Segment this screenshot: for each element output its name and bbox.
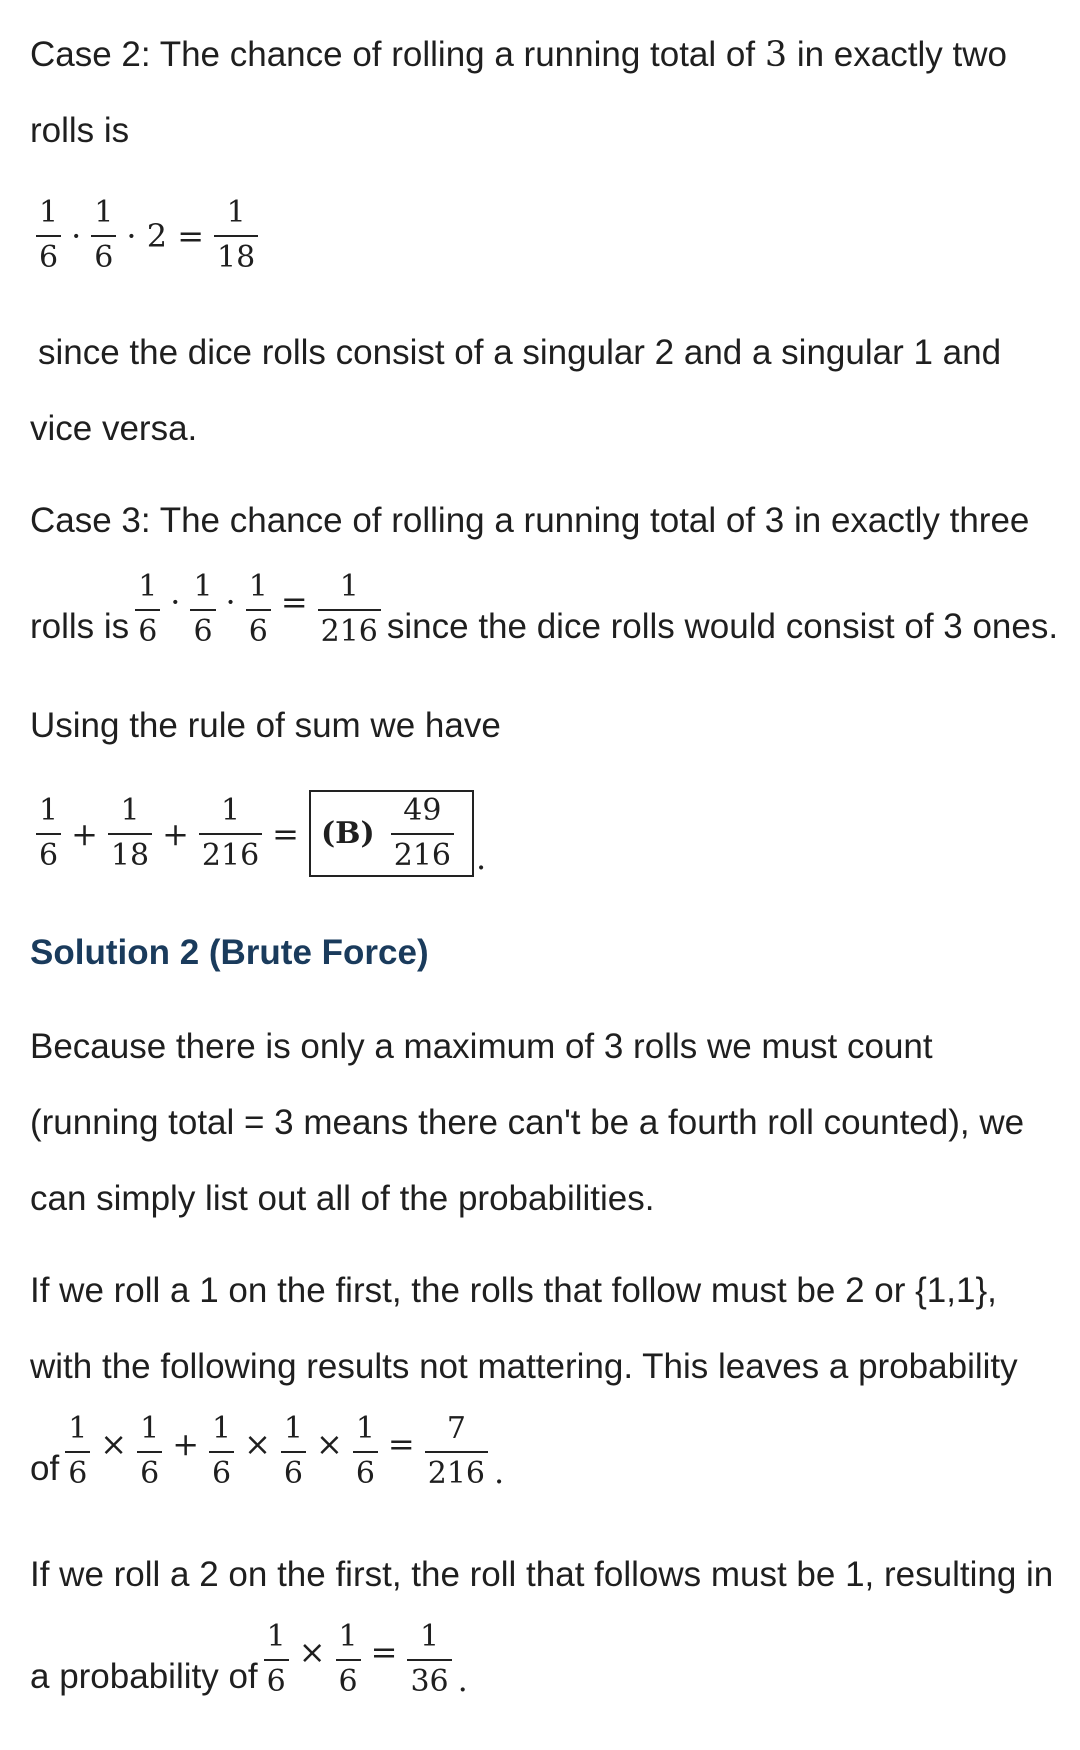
answer-choice: (B)	[320, 816, 375, 851]
operator: ×	[316, 1425, 343, 1463]
numerator: 1	[339, 569, 359, 604]
case3-equation-line	[30, 570, 1058, 649]
denominator: 6	[68, 1455, 88, 1491]
fraction	[336, 1620, 361, 1699]
fraction	[65, 1412, 90, 1491]
denominator: 6	[338, 1663, 358, 1699]
fraction	[135, 570, 160, 649]
solution2-p1-line2: (running total = 3 means there can't be a fourth roll counted), we	[30, 1103, 1025, 1142]
period: .	[476, 839, 487, 877]
solution2-heading: Solution 2 (Brute Force)	[30, 933, 429, 972]
numerator: 1	[283, 1411, 304, 1446]
case3-suffix: since the dice rolls would consist of 3 ones.	[386, 607, 1059, 646]
fraction	[425, 1412, 488, 1491]
operator: =	[272, 814, 299, 853]
numerator: 1	[420, 1619, 440, 1654]
numerator: 7	[446, 1411, 466, 1446]
period: .	[494, 1453, 505, 1491]
solution2-p1-line1: Because there is only a maximum of 3 rolls we must count	[30, 1027, 933, 1066]
fraction	[391, 794, 454, 873]
denominator: 6	[248, 613, 268, 649]
operator: =	[370, 1633, 398, 1671]
operator: ×	[298, 1633, 326, 1671]
fraction	[190, 570, 215, 649]
numerator: 1	[39, 793, 59, 828]
operator: ×	[244, 1425, 271, 1463]
numerator: 1	[140, 1411, 160, 1446]
denominator: 6	[212, 1455, 232, 1491]
fraction	[199, 794, 262, 873]
sum-line: Using the rule of sum we have	[30, 706, 501, 745]
numerator: 1	[355, 1411, 375, 1446]
fraction	[209, 1412, 234, 1491]
solution2-p2-line2: with the following results not mattering. This leaves a probability	[30, 1347, 1018, 1386]
operator: · 2 =	[126, 216, 205, 255]
denominator: 216	[427, 1455, 485, 1491]
solution2-p1-line3: can simply list out all of the probabilities.	[30, 1179, 655, 1218]
denominator: 6	[39, 837, 59, 873]
boxed-answer	[309, 790, 474, 877]
operator: ·	[170, 583, 181, 621]
denominator: 216	[201, 837, 260, 873]
numerator: 1	[120, 793, 140, 828]
fraction	[407, 1620, 451, 1699]
denominator: 216	[393, 837, 451, 873]
operator: +	[172, 1425, 200, 1463]
denominator: 36	[410, 1663, 449, 1699]
operator: +	[162, 814, 189, 853]
case3-prefix: rolls is	[30, 607, 130, 646]
period: .	[457, 1661, 468, 1699]
case2-since-line1: since the dice rolls consist of a singular 2 and a singular 1 and	[38, 333, 1002, 372]
fraction	[91, 196, 116, 275]
numerator: 1	[212, 1411, 232, 1446]
case3-line1: Case 3: The chance of rolling a running total of 3 in exactly three	[30, 501, 1030, 540]
case2-text-b: in exactly two	[796, 35, 1007, 74]
fraction	[214, 196, 258, 275]
operator: +	[71, 814, 98, 853]
solution2-p3-line1: If we roll a 2 on the first, the roll that follows must be 1, resulting in	[30, 1555, 1054, 1594]
operator: ·	[71, 216, 82, 255]
operator: ·	[225, 583, 236, 621]
case2-since-line2: vice versa.	[30, 409, 198, 448]
case2-num-3: 3	[764, 35, 788, 75]
numerator: 1	[94, 195, 114, 230]
case2-text-a: Case 2: The chance of rolling a running total of	[30, 35, 756, 74]
numerator: 1	[226, 195, 246, 230]
fraction	[353, 1412, 378, 1491]
operator: ×	[100, 1425, 128, 1463]
denominator: 6	[39, 239, 59, 275]
fraction	[246, 570, 271, 649]
numerator: 1	[193, 569, 213, 604]
numerator: 1	[138, 569, 158, 604]
denominator: 18	[110, 837, 150, 873]
denominator: 6	[140, 1455, 160, 1491]
solution2-p2-equation-line	[30, 1412, 508, 1491]
numerator: 1	[68, 1411, 88, 1446]
fraction	[137, 1412, 162, 1491]
numerator: 1	[266, 1619, 286, 1654]
p2-prefix: of	[30, 1449, 60, 1488]
case2-line1	[30, 34, 1060, 76]
operator: =	[280, 583, 308, 621]
denominator: 6	[193, 613, 213, 649]
solution2-p3-equation-line	[30, 1620, 472, 1699]
fraction	[108, 794, 152, 873]
denominator: 18	[217, 239, 256, 275]
denominator: 6	[266, 1663, 286, 1699]
denominator: 6	[355, 1455, 375, 1491]
denominator: 6	[138, 613, 158, 649]
fraction	[318, 570, 381, 649]
solution2-p2-line1: If we roll a 1 on the first, the rolls that follow must be 2 or {1,1},	[30, 1271, 997, 1310]
case2-line2: rolls is	[30, 111, 130, 150]
case2-equation	[30, 196, 264, 275]
numerator: 1	[220, 793, 241, 828]
numerator: 1	[338, 1619, 358, 1654]
fraction	[281, 1412, 306, 1491]
fraction	[264, 1620, 289, 1699]
sum-equation	[30, 790, 490, 877]
denominator: 216	[320, 613, 378, 649]
numerator: 1	[248, 569, 268, 604]
fraction	[36, 196, 61, 275]
operator: =	[387, 1425, 415, 1463]
numerator: 49	[403, 793, 442, 828]
fraction	[36, 794, 61, 873]
denominator: 6	[283, 1455, 304, 1491]
numerator: 1	[39, 195, 59, 230]
p3-prefix: a probability of	[30, 1657, 258, 1696]
denominator: 6	[94, 239, 114, 275]
